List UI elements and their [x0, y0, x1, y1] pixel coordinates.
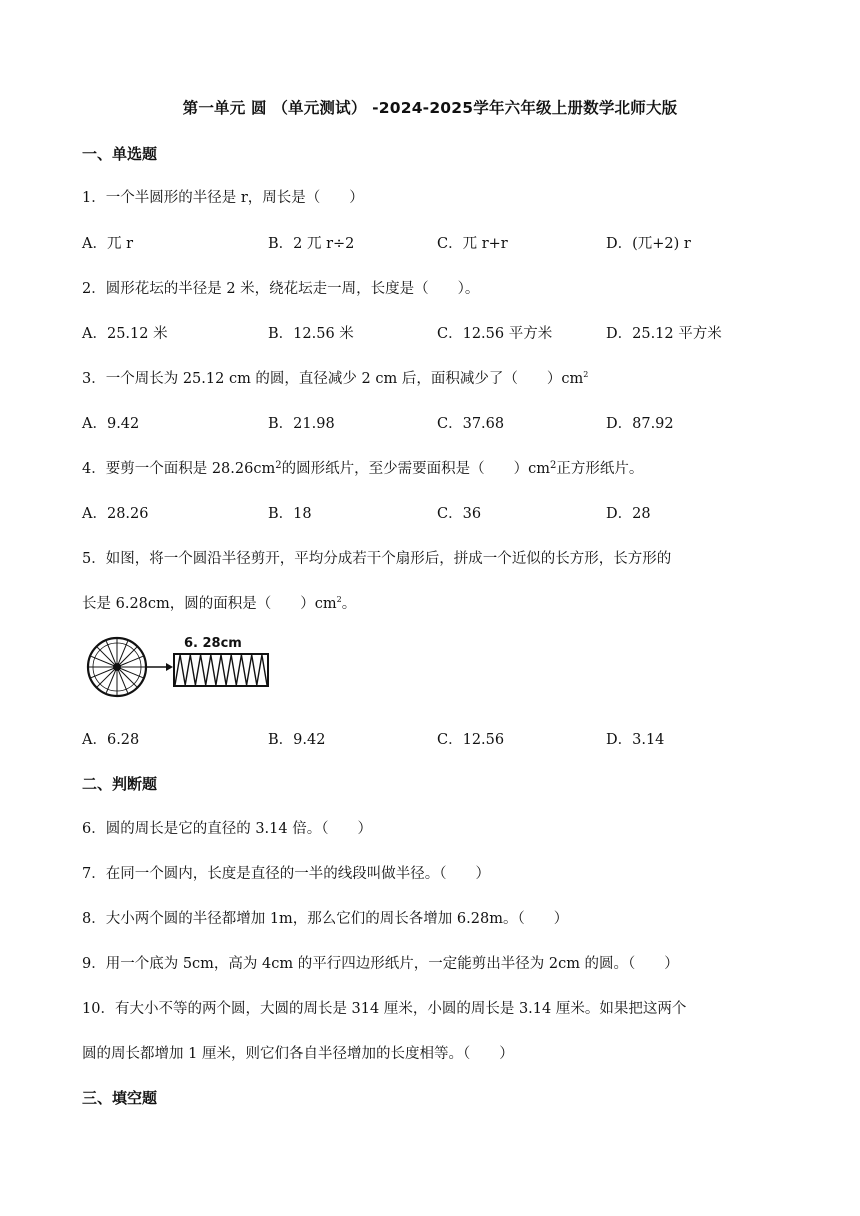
circle-to-rectangle-figure [86, 636, 276, 698]
section-heading-fill-in: 三、填空题 [82, 1089, 158, 1107]
q4-option-a: A．28.26 [82, 506, 149, 522]
question-5-line-1: 5．如图，将一个圆沿半径剪开，平均分成若干个扇形后，拼成一个近似的长方形，长方形的 [82, 551, 672, 567]
q1-option-b: B．2 兀 r÷2 [268, 236, 355, 252]
q3-option-a: A．9.42 [82, 416, 140, 432]
question-5-text-post: 。 [341, 596, 357, 612]
question-3-sup: 2 [583, 370, 589, 379]
section-heading-true-false: 二、判断题 [82, 775, 158, 793]
question-4-sup-1: 2 [275, 460, 282, 471]
q3-option-d: D．87.92 [606, 416, 674, 432]
question-2: 2．圆形花坛的半径是 2 米，绕花坛走一周，长度是（ ）。 [82, 281, 480, 297]
q3-option-c: C．37.68 [437, 416, 505, 432]
rearranged-rectangle [174, 654, 268, 686]
question-5-line-2 [82, 592, 356, 613]
q2-option-a: A．25.12 米 [82, 326, 168, 342]
q5-option-d: D．3.14 [606, 732, 665, 748]
page-title: 第一单元 圆 （单元测试） -2024-2025学年六年级上册数学北师大版 [182, 99, 678, 117]
section-heading-single-choice: 一、单选题 [82, 145, 158, 163]
q1-option-a: A．兀 r [82, 236, 134, 252]
q5-option-a: A．6.28 [82, 732, 140, 748]
question-4-sup-2: 2 [549, 460, 557, 471]
question-5-sup: 2 [336, 595, 342, 604]
figure-length-label: 6. 28cm [184, 636, 242, 651]
question-7: 7．在同一个圆内，长度是直径的一半的线段叫做半径。（ ） [82, 866, 490, 882]
question-10-line-1: 10．有大小不等的两个圆，大圆的周长是 314 厘米，小圆的周长是 3.14 厘米。如果把这两个 [82, 1001, 687, 1017]
question-8: 8．大小两个圆的半径都增加 1m，那么它们的周长各增加 6.28m。（ ） [82, 911, 569, 927]
sector-circle [88, 638, 146, 696]
q4-option-d: D．28 [606, 506, 651, 522]
question-9: 9．用一个底为 5cm，高为 4cm 的平行四边形纸片，一定能剪出半径为 2cm 的圆。（ ） [82, 956, 679, 972]
q5-option-c: C．12.56 [437, 732, 505, 748]
question-4 [82, 457, 643, 478]
q2-option-c: C．12.56 平方米 [437, 326, 553, 342]
question-1: 1．一个半圆形的半径是 r，周长是（ ） [82, 190, 364, 206]
q3-option-b: B．21.98 [268, 416, 335, 432]
question-4-text-pre: 4．要剪一个面积是 28.26cm [82, 461, 276, 477]
q4-option-c: C．36 [437, 506, 482, 522]
question-3-text: 3．一个周长为 25.12 cm 的圆，直径减少 2 cm 后，面积减少了（ ）cm [82, 371, 584, 387]
q2-option-d: D．25.12 平方米 [606, 326, 722, 342]
question-4-text-post: 正方形纸片。 [556, 461, 644, 477]
question-6: 6．圆的周长是它的直径的 3.14 倍。（ ） [82, 821, 372, 837]
q4-option-b: B．18 [268, 506, 312, 522]
q2-option-b: B．12.56 米 [268, 326, 354, 342]
question-5-text-pre: 长是 6.28cm，圆的面积是（ ）cm [82, 596, 337, 612]
question-10-line-2: 圆的周长都增加 1 厘米，则它们各自半径增加的长度相等。（ ） [82, 1046, 514, 1062]
arrow-icon [147, 663, 173, 671]
question-4-text-mid: 的圆形纸片，至少需要面积是（ ）cm [281, 461, 550, 477]
question-3 [82, 367, 588, 388]
q5-option-b: B．9.42 [268, 732, 326, 748]
q1-option-c: C．兀 r+r [437, 236, 508, 252]
q1-option-d: D．(兀+2) r [606, 236, 691, 252]
